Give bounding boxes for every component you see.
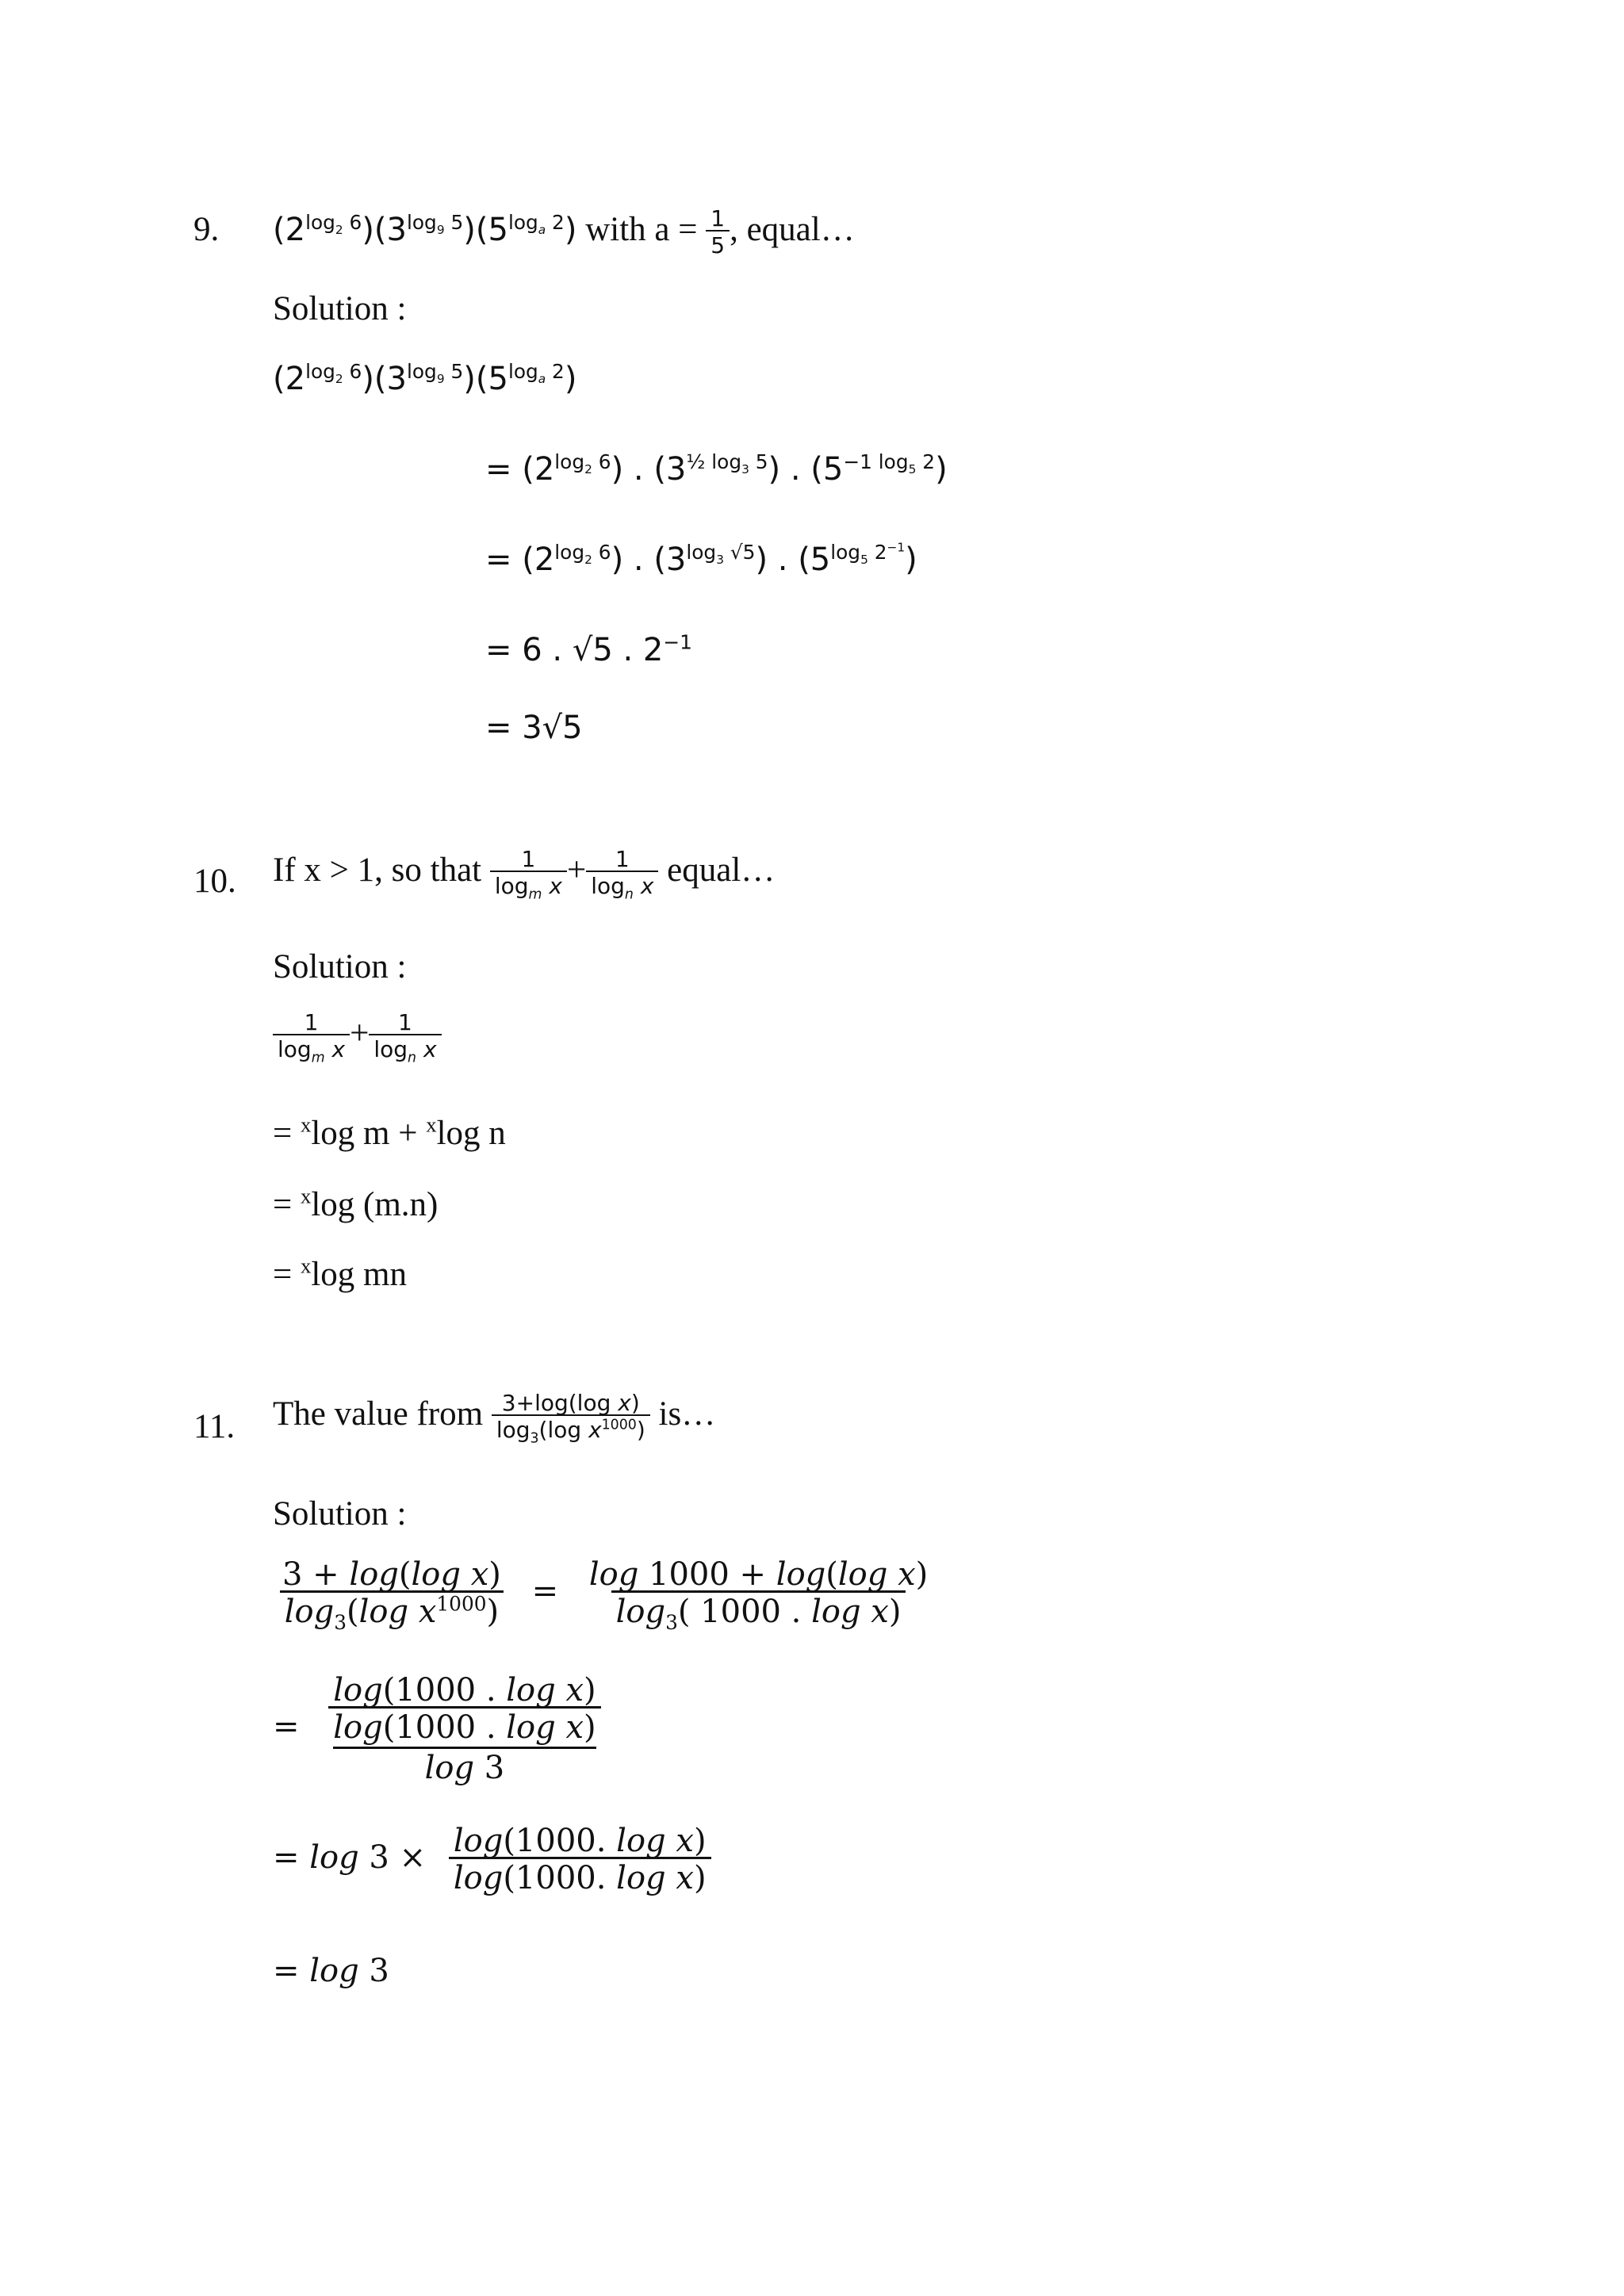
problem-11-step-2-inner-den: log 3 [424,1750,505,1786]
problem-10-sol-fraction-1: $\frac{1}{\log_m x}$ [273,1012,350,1061]
problem-9-fraction: $\frac{1}{5}$ [706,208,730,257]
problem-10-line-2: = $^x$log (m.n) [273,1184,439,1223]
problem-11-step-2-eq: = [273,1709,300,1745]
problem-10-sol-fraction-2: $\frac{1}{\log_n x}$ [369,1012,441,1061]
problem-9-solution-label: Solution : [273,290,407,327]
problem-11-step-2-inner-num: log(1000 . log x) [333,1712,596,1749]
problem-11-text-start: The value from [273,1395,492,1433]
problem-10-text-end: equal… [658,851,776,889]
problem-9-text-mid: with a = [576,210,707,248]
problem-11-fraction: $\frac{\text{3+log(log x)}}{\log_3(\log x^{1000})}$ [492,1392,650,1441]
problem-11-step-2 [273,1674,601,1784]
problem-10-line-3: = $^x$log mn [273,1253,407,1293]
problem-9-line-2: = $(2^{log_2 6})$ . $(3^{\frac{1}{2} log_3 5})$ . $(5^{-1 log_5 2})$ [485,450,948,488]
problem-11-text-end: is… [649,1395,716,1433]
problem-11-step-3-fraction: $\frac{\text{log(1000. log x)}}{\text{log(1000. log x)}}$ [449,1825,711,1894]
problem-10-number: 10. [193,863,236,900]
problem-11-step-4: = log 3 [273,1953,389,1989]
problem-9-text-end: , equal… [730,210,855,248]
problem-10-text-start: If x > 1, so that [273,851,490,889]
problem-10-plus: + [566,851,587,889]
problem-10-statement [273,846,776,903]
problem-10-fraction-2: $\frac{1}{\log_n x}$ [586,848,658,897]
problem-10-solution-label: Solution : [273,948,407,985]
problem-11-statement [273,1390,716,1447]
problem-10-line-1: = $^x$log m + $^x$log n [273,1112,506,1152]
problem-10-first-line [273,1009,442,1066]
problem-11-step-2-fraction: $\frac{\text{log(1000 . log x)}}{\frac{\text{log(1000 . log x)}}{\log 3}}$ [328,1674,600,1784]
problem-9-number: 9. [193,211,220,248]
problem-10-fraction-1: $\frac{1}{\log_m x}$ [490,848,567,897]
problem-9-expr: $(2^{log_2 6})(3^{log_9 5})(5^{log_a 2})$ [273,210,577,248]
problem-11-solution-label: Solution : [273,1495,407,1533]
problem-9-line-4: = 6 . √5 . $2^{-1}$ [485,630,692,668]
problem-9-line-3: = $(2^{log_2 6})$ . $(3^{log_3 √5})$ . $(5^{log_5 2^{-1}})$ [485,540,917,578]
problem-11-step-3 [273,1825,711,1894]
problem-11-number: 11. [193,1408,236,1445]
problem-11-step-1-eq: = [531,1572,559,1609]
problem-9-line-1: $(2^{log_2 6})(3^{log_9 5})(5^{log_a 2})$ [273,359,577,397]
problem-11-step-1-right: $\frac{\text{log 1000 + log(log x)}}{\log_3( 1000 . \log x)}$ [588,1556,929,1634]
problem-10-sol-plus: + [350,1014,370,1052]
problem-11-step-1 [278,1556,933,1634]
problem-9-statement [273,205,855,258]
problem-9-line-5: = 3√5 [485,710,583,746]
problem-11-step-1-left: $\frac{\text{3 + log(log x)}}{\log_3(\log x^{1000})}$ [278,1559,506,1628]
problem-11-step-3-lead: = log 3 × [273,1839,427,1876]
